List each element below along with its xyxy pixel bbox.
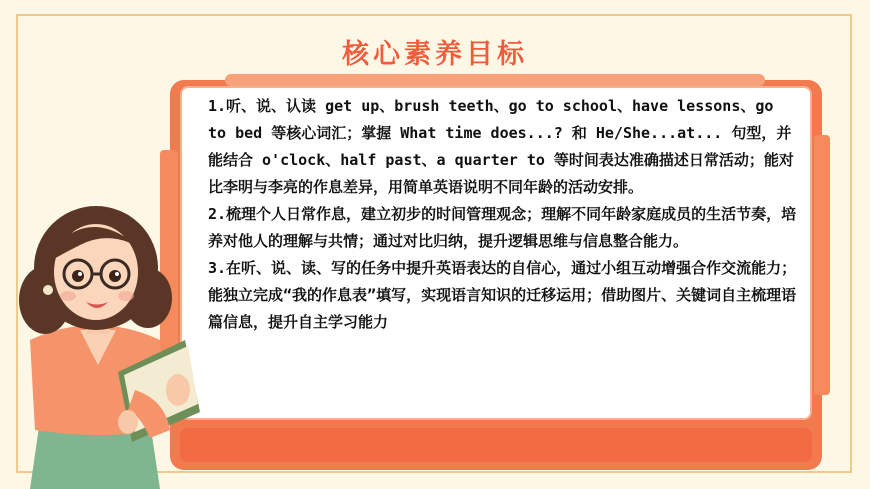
card-bottom-bar <box>180 428 812 462</box>
card-tab-right <box>814 135 830 395</box>
teacher-illustration <box>0 190 215 489</box>
objective-1: 1.听、说、认读 get up、brush teeth、go to school、have lessons、go to bed 等核心词汇；掌握 What time does...? 和 He/She...at... 句型，并能结合 o'clock、half past、a quarter to 等时间表达准确描述日常活动；能对比李明与李亮的作息差异，用简单英语说明不同年龄的活动安排。 <box>208 97 794 196</box>
objective-3: 3.在听、说、读、写的任务中提升英语表达的自信心，通过小组互动增强合作交流能力；能独立完成“我的作息表”填写，实现语言知识的迁移运用；借助图片、关键词自主梳理语篇信息，提升自主学习能力 <box>208 259 797 331</box>
page-title: 核心素养目标 <box>342 39 528 70</box>
objective-2: 2.梳理个人日常作息，建立初步的时间管理观念；理解不同年龄家庭成员的生活节奏，培养对他人的理解与共情；通过对比归纳，提升逻辑思维与信息整合能力。 <box>208 205 797 250</box>
card-top-bar <box>225 74 765 86</box>
objectives-text <box>208 93 798 336</box>
